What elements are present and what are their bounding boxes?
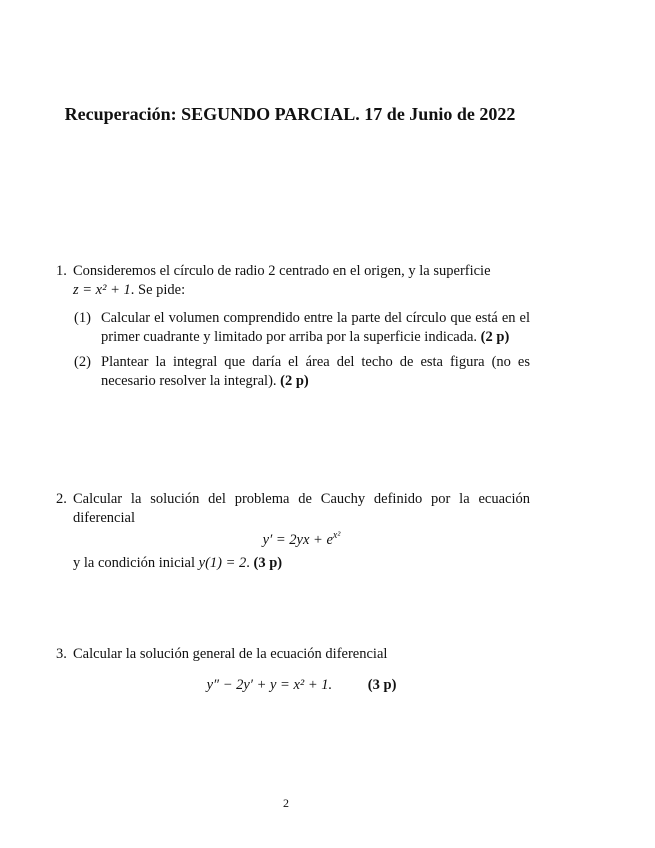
subproblem-text: Plantear la integral que daría el área del techo de esta figura (no es necesario resolver la integral). [101,354,530,389]
problem-1 [56,262,530,391]
condition-math: y(1) = 2 [198,555,247,571]
page-title: Recuperación: SEGUNDO PARCIAL. 17 de Junio de 2022 [64,104,516,124]
points-label: (3 p) [367,677,397,693]
statement-text: Consideremos el círculo de radio 2 centrado en el origen, y la superficie [73,263,491,279]
initial-condition [73,554,530,573]
problem-statement [73,262,530,300]
points-label: (2 p) [480,329,510,345]
surface-equation: z = x² + 1 [73,282,131,298]
differential-equation [73,676,530,695]
problem-number: 3. [56,646,67,662]
differential-equation [73,531,530,550]
subproblem-2 [74,353,530,391]
statement-end: . Se pide: [130,282,186,298]
problem-statement: Calcular la solución del problema de Cauchy definido por la ecuación diferencial [73,491,530,526]
subproblem-text: Calcular el volumen comprendido entre la parte del círculo que está en el primer cuadrante y limitado por arriba por la superficie indicada. [101,310,530,345]
subproblem-number: (1) [74,310,91,326]
points-label: (2 p) [280,373,309,389]
equation: y″ − 2y′ + y = x² + 1. [206,677,333,693]
problem-2 [56,490,530,573]
problem-number: 2. [56,491,67,507]
problem-statement: Calcular la solución general de la ecuación diferencial [73,646,388,662]
subproblem-number: (2) [74,354,91,370]
condition-end: . [246,555,250,571]
condition-text: y la condición inicial [73,555,196,571]
page-number: 2 [283,796,289,810]
problem-3 [56,645,530,699]
points-label: (3 p) [253,555,283,571]
subproblem-1 [74,309,530,347]
problem-number: 1. [56,263,67,279]
equation-lhs: y′ = 2yx + e [262,532,333,548]
equation-exponent: x² [332,530,341,542]
